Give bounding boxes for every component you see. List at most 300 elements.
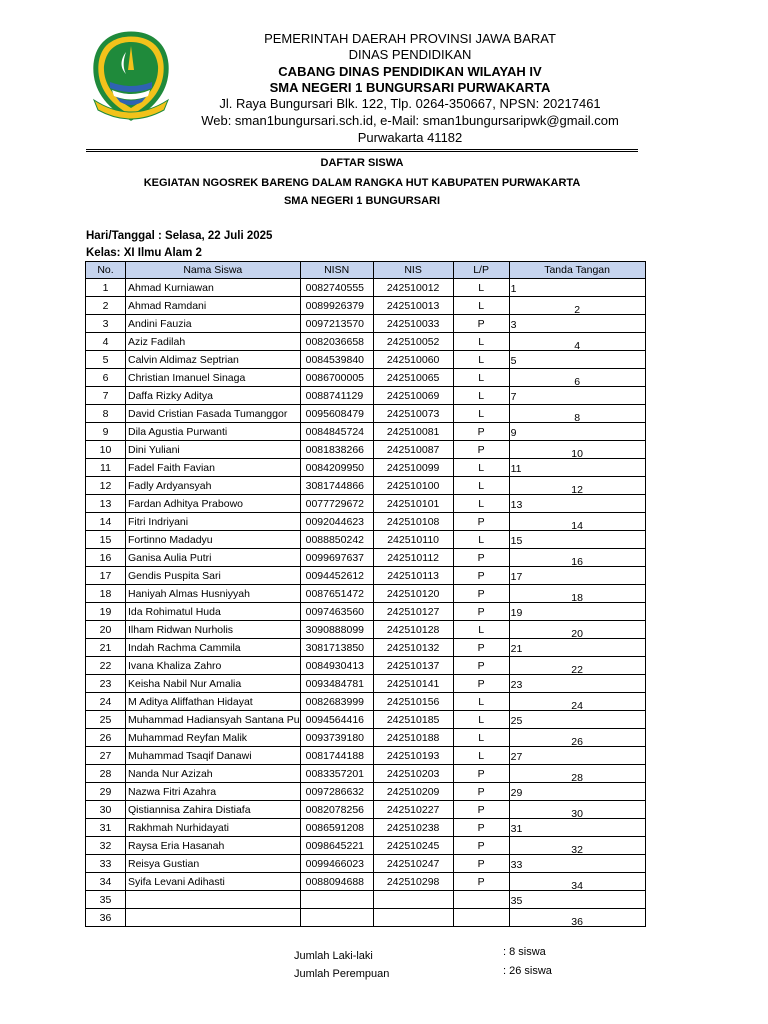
student-name: Nazwa Fitri Azahra xyxy=(126,783,301,801)
student-nisn: 0093484781 xyxy=(300,675,373,693)
student-nisn: 0097463560 xyxy=(300,603,373,621)
table-row xyxy=(86,513,646,531)
student-name: Ida Rohimatul Huda xyxy=(126,603,301,621)
student-name: Ahmad Kurniawan xyxy=(126,279,301,297)
student-gender: P xyxy=(453,819,509,837)
table-row xyxy=(86,711,646,729)
table-row xyxy=(86,603,646,621)
student-nis: 242510188 xyxy=(373,729,453,747)
signature-number: 27 xyxy=(510,751,523,763)
table-row xyxy=(86,297,646,315)
signature-cell[interactable] xyxy=(509,891,645,909)
letterhead-address: Jl. Raya Bungursari Blk. 122, Tlp. 0264-350667, NPSN: 20217461 xyxy=(219,96,601,111)
student-nisn: 0098645221 xyxy=(300,837,373,855)
row-number: 7 xyxy=(86,387,126,405)
letterhead-city: Purwakarta 41182 xyxy=(357,130,463,145)
row-number: 9 xyxy=(86,423,126,441)
table-row xyxy=(86,765,646,783)
row-number: 11 xyxy=(86,459,126,477)
signature-number: 6 xyxy=(574,376,581,387)
signature-number: 18 xyxy=(571,592,583,603)
student-name: Muhammad Tsaqif Danawi xyxy=(126,747,301,765)
student-name: Fitri Indriyani xyxy=(126,513,301,531)
student-gender: L xyxy=(453,351,509,369)
table-row xyxy=(86,657,646,675)
signature-number: 15 xyxy=(510,535,523,547)
student-nisn: 0082683999 xyxy=(300,693,373,711)
student-name: Fardan Adhitya Prabowo xyxy=(126,495,301,513)
signature-cell[interactable] xyxy=(509,765,645,783)
table-row xyxy=(86,621,646,639)
student-gender: L xyxy=(453,405,509,423)
row-number: 13 xyxy=(86,495,126,513)
signature-cell[interactable] xyxy=(509,369,645,387)
student-gender: P xyxy=(453,783,509,801)
signature-number: 9 xyxy=(510,427,517,439)
signature-number: 25 xyxy=(510,715,523,727)
student-nis: 242510127 xyxy=(373,603,453,621)
signature-number: 17 xyxy=(510,571,523,583)
student-nis: 242510073 xyxy=(373,405,453,423)
signature-cell[interactable] xyxy=(509,747,645,765)
signature-cell[interactable] xyxy=(509,567,645,585)
student-nisn: 0086591208 xyxy=(300,819,373,837)
student-nisn: 0094564416 xyxy=(300,711,373,729)
row-number: 30 xyxy=(86,801,126,819)
signature-number: 34 xyxy=(571,880,583,891)
student-name: David Cristian Fasada Tumanggor xyxy=(126,405,301,423)
student-nis: 242510013 xyxy=(373,297,453,315)
row-number: 21 xyxy=(86,639,126,657)
student-gender: L xyxy=(453,531,509,549)
signature-number: 19 xyxy=(510,607,523,619)
student-name: M Aditya Aliffathan Hidayat xyxy=(126,693,301,711)
student-name: Syifa Levani Adihasti xyxy=(126,873,301,891)
student-gender: P xyxy=(453,765,509,783)
student-nis: 242510141 xyxy=(373,675,453,693)
signature-number: 20 xyxy=(571,628,583,639)
signature-number: 28 xyxy=(571,772,583,783)
row-number: 15 xyxy=(86,531,126,549)
signature-cell[interactable] xyxy=(509,603,645,621)
student-gender: P xyxy=(453,639,509,657)
signature-number: 16 xyxy=(571,556,583,567)
letterhead-divider-thin xyxy=(86,151,638,152)
table-row xyxy=(86,873,646,891)
student-gender: L xyxy=(453,729,509,747)
student-nis: 242510099 xyxy=(373,459,453,477)
header-lp: L/P xyxy=(453,262,509,279)
student-nis: 242510209 xyxy=(373,783,453,801)
student-nisn: 3081713850 xyxy=(300,639,373,657)
row-number: 3 xyxy=(86,315,126,333)
student-name: Ilham Ridwan Nurholis xyxy=(126,621,301,639)
student-name: Ivana Khaliza Zahro xyxy=(126,657,301,675)
student-name: Nanda Nur Azizah xyxy=(126,765,301,783)
student-nisn: 0088741129 xyxy=(300,387,373,405)
student-nisn: 0087651472 xyxy=(300,585,373,603)
student-nis: 242510065 xyxy=(373,369,453,387)
school-title: SMA NEGERI 1 BUNGURSARI xyxy=(283,195,441,207)
student-nisn: 0097286632 xyxy=(300,783,373,801)
signature-cell[interactable] xyxy=(509,639,645,657)
student-nis: 242510120 xyxy=(373,585,453,603)
signature-cell[interactable] xyxy=(509,459,645,477)
student-nis: 242510101 xyxy=(373,495,453,513)
signature-cell[interactable] xyxy=(509,423,645,441)
table-row xyxy=(86,891,646,909)
table-row xyxy=(86,693,646,711)
row-number: 25 xyxy=(86,711,126,729)
table-row xyxy=(86,495,646,513)
letterhead-branch: CABANG DINAS PENDIDIKAN WILAYAH IV xyxy=(278,64,542,79)
student-gender xyxy=(453,891,509,909)
student-name: Fortinno Madadyu xyxy=(126,531,301,549)
student-name: Daffa Rizky Aditya xyxy=(126,387,301,405)
student-nisn: 0083357201 xyxy=(300,765,373,783)
student-nisn: 0088094688 xyxy=(300,873,373,891)
table-row xyxy=(86,477,646,495)
student-nis: 242510247 xyxy=(373,855,453,873)
signature-cell[interactable] xyxy=(509,405,645,423)
signature-number: 8 xyxy=(574,412,581,423)
row-number: 35 xyxy=(86,891,126,909)
student-gender: L xyxy=(453,297,509,315)
signature-number: 13 xyxy=(510,499,523,511)
student-gender: P xyxy=(453,603,509,621)
student-name: Ahmad Ramdani xyxy=(126,297,301,315)
student-nis: 242510087 xyxy=(373,441,453,459)
table-row xyxy=(86,585,646,603)
table-header-row xyxy=(86,262,646,279)
letterhead-government: PEMERINTAH DAERAH PROVINSI JAWA BARAT xyxy=(264,31,556,46)
student-nisn: 0092044623 xyxy=(300,513,373,531)
student-name: Reisya Gustian xyxy=(126,855,301,873)
student-nisn: 0084209950 xyxy=(300,459,373,477)
table-row xyxy=(86,567,646,585)
signature-cell[interactable] xyxy=(509,297,645,315)
signature-number: 26 xyxy=(571,736,583,747)
student-gender: P xyxy=(453,801,509,819)
student-nis: 242510238 xyxy=(373,819,453,837)
signature-number: 11 xyxy=(510,463,522,475)
signature-cell[interactable] xyxy=(509,387,645,405)
student-nisn: 0099697637 xyxy=(300,549,373,567)
row-number: 17 xyxy=(86,567,126,585)
student-nis: 242510100 xyxy=(373,477,453,495)
student-nis: 242510132 xyxy=(373,639,453,657)
row-number: 14 xyxy=(86,513,126,531)
student-nisn: 0099466023 xyxy=(300,855,373,873)
student-table xyxy=(85,261,646,927)
student-gender xyxy=(453,909,509,927)
student-nis: 242510012 xyxy=(373,279,453,297)
student-name xyxy=(126,909,301,927)
signature-cell[interactable] xyxy=(509,585,645,603)
table-row xyxy=(86,855,646,873)
row-number: 12 xyxy=(86,477,126,495)
class-label: Kelas: XI Ilmu Alam 2 xyxy=(86,247,202,259)
student-nis: 242510185 xyxy=(373,711,453,729)
signature-number: 31 xyxy=(510,823,523,835)
student-nisn: 0086700005 xyxy=(300,369,373,387)
student-nis: 242510112 xyxy=(373,549,453,567)
signature-number: 33 xyxy=(510,859,523,871)
table-row xyxy=(86,801,646,819)
row-number: 32 xyxy=(86,837,126,855)
student-gender: L xyxy=(453,693,509,711)
student-nis: 242510081 xyxy=(373,423,453,441)
signature-cell[interactable] xyxy=(509,711,645,729)
student-gender: L xyxy=(453,495,509,513)
student-name: Rakhmah Nurhidayati xyxy=(126,819,301,837)
table-row xyxy=(86,729,646,747)
student-nis: 242510156 xyxy=(373,693,453,711)
student-gender: L xyxy=(453,369,509,387)
row-number: 16 xyxy=(86,549,126,567)
table-row xyxy=(86,387,646,405)
signature-cell[interactable] xyxy=(509,873,645,891)
signature-cell[interactable] xyxy=(509,729,645,747)
student-name: Raysa Eria Hasanah xyxy=(126,837,301,855)
header-nis: NIS xyxy=(373,262,453,279)
student-name: Qistiannisa Zahira Distiafa xyxy=(126,801,301,819)
student-nisn: 0081744188 xyxy=(300,747,373,765)
row-number: 1 xyxy=(86,279,126,297)
female-count-label: Jumlah Perempuan xyxy=(294,968,390,980)
student-nisn: 0095608479 xyxy=(300,405,373,423)
student-nisn: 0084845724 xyxy=(300,423,373,441)
signature-cell[interactable] xyxy=(509,495,645,513)
signature-number: 14 xyxy=(571,520,583,531)
student-name xyxy=(126,891,301,909)
table-row xyxy=(86,405,646,423)
document-title: DAFTAR SISWA xyxy=(320,157,404,169)
signature-cell[interactable] xyxy=(509,441,645,459)
student-name: Dini Yuliani xyxy=(126,441,301,459)
student-nis: 242510069 xyxy=(373,387,453,405)
student-name: Ganisa Aulia Putri xyxy=(126,549,301,567)
student-gender: P xyxy=(453,423,509,441)
student-nisn: 3090888099 xyxy=(300,621,373,639)
student-nisn: 0081838266 xyxy=(300,441,373,459)
student-nis: 242510110 xyxy=(373,531,453,549)
table-row xyxy=(86,369,646,387)
student-gender: P xyxy=(453,675,509,693)
student-name: Christian Imanuel Sinaga xyxy=(126,369,301,387)
letterhead-divider xyxy=(86,149,638,150)
header-signature: Tanda Tangan xyxy=(509,262,645,279)
school-logo xyxy=(90,30,172,122)
row-number: 34 xyxy=(86,873,126,891)
row-number: 26 xyxy=(86,729,126,747)
row-number: 4 xyxy=(86,333,126,351)
signature-cell[interactable] xyxy=(509,333,645,351)
student-gender: L xyxy=(453,279,509,297)
student-nis: 242510193 xyxy=(373,747,453,765)
signature-cell[interactable] xyxy=(509,621,645,639)
student-nisn: 0084930413 xyxy=(300,657,373,675)
student-name: Aziz Fadilah xyxy=(126,333,301,351)
signature-number: 12 xyxy=(571,484,583,495)
row-number: 22 xyxy=(86,657,126,675)
student-nis: 242510298 xyxy=(373,873,453,891)
letterhead-web: Web: sman1bungursari.sch.id, e-Mail: sman1bungursaripwk@gmail.com xyxy=(201,113,619,128)
student-gender: L xyxy=(453,333,509,351)
male-count-label: Jumlah Laki-laki xyxy=(294,950,373,962)
table-row xyxy=(86,819,646,837)
signature-number: 7 xyxy=(510,391,517,403)
row-number: 8 xyxy=(86,405,126,423)
signature-cell[interactable] xyxy=(509,477,645,495)
row-number: 2 xyxy=(86,297,126,315)
student-name: Dila Agustia Purwanti xyxy=(126,423,301,441)
student-gender: P xyxy=(453,315,509,333)
student-nis: 242510108 xyxy=(373,513,453,531)
student-name: Fadly Ardyansyah xyxy=(126,477,301,495)
student-gender: P xyxy=(453,855,509,873)
student-gender: L xyxy=(453,387,509,405)
student-gender: P xyxy=(453,549,509,567)
signature-number: 35 xyxy=(510,895,523,907)
row-number: 29 xyxy=(86,783,126,801)
signature-cell[interactable] xyxy=(509,819,645,837)
student-nisn: 0082740555 xyxy=(300,279,373,297)
student-nis: 242510060 xyxy=(373,351,453,369)
table-row xyxy=(86,675,646,693)
student-name: Muhammad Reyfan Malik xyxy=(126,729,301,747)
table-row xyxy=(86,459,646,477)
signature-number: 10 xyxy=(571,448,583,459)
student-nisn: 0093739180 xyxy=(300,729,373,747)
signature-number: 36 xyxy=(571,916,583,927)
signature-cell[interactable] xyxy=(509,531,645,549)
signature-number: 2 xyxy=(574,304,581,315)
student-nisn xyxy=(300,891,373,909)
row-number: 24 xyxy=(86,693,126,711)
table-body xyxy=(86,279,646,927)
signature-cell[interactable] xyxy=(509,693,645,711)
row-number: 28 xyxy=(86,765,126,783)
letterhead-school: SMA NEGERI 1 BUNGURSARI PURWAKARTA xyxy=(269,80,551,95)
table-row xyxy=(86,315,646,333)
male-count-value: : 8 siswa xyxy=(503,946,546,958)
row-number: 19 xyxy=(86,603,126,621)
table-row xyxy=(86,333,646,351)
signature-number: 22 xyxy=(571,664,583,675)
student-nisn: 0097213570 xyxy=(300,315,373,333)
signature-cell[interactable] xyxy=(509,855,645,873)
table-row xyxy=(86,441,646,459)
student-nisn xyxy=(300,909,373,927)
row-number: 23 xyxy=(86,675,126,693)
student-nisn: 0088850242 xyxy=(300,531,373,549)
student-nis: 242510137 xyxy=(373,657,453,675)
signature-cell[interactable] xyxy=(509,315,645,333)
table-row xyxy=(86,351,646,369)
header-no: No. xyxy=(86,262,126,279)
date-label: Hari/Tanggal : Selasa, 22 Juli 2025 xyxy=(86,230,273,242)
student-name: Keisha Nabil Nur Amalia xyxy=(126,675,301,693)
signature-cell[interactable] xyxy=(509,675,645,693)
event-title: KEGIATAN NGOSREK BARENG DALAM RANGKA HUT KABUPATEN PURWAKARTA xyxy=(143,177,581,189)
student-nis: 242510245 xyxy=(373,837,453,855)
row-number: 20 xyxy=(86,621,126,639)
signature-cell[interactable] xyxy=(509,909,645,927)
student-nisn: 0082078256 xyxy=(300,801,373,819)
header-name: Nama Siswa xyxy=(126,262,301,279)
student-name: Fadel Faith Favian xyxy=(126,459,301,477)
signature-number: 24 xyxy=(571,700,583,711)
student-nis: 242510203 xyxy=(373,765,453,783)
student-gender: P xyxy=(453,873,509,891)
row-number: 36 xyxy=(86,909,126,927)
signature-number: 3 xyxy=(510,319,517,331)
student-name: Haniyah Almas Husniyyah xyxy=(126,585,301,603)
student-nis: 242510128 xyxy=(373,621,453,639)
signature-cell[interactable] xyxy=(509,657,645,675)
table-row xyxy=(86,783,646,801)
table-row xyxy=(86,747,646,765)
student-nis: 242510033 xyxy=(373,315,453,333)
table-row xyxy=(86,909,646,927)
student-nis: 242510113 xyxy=(373,567,453,585)
student-nisn: 0089926379 xyxy=(300,297,373,315)
signature-cell[interactable] xyxy=(509,351,645,369)
student-nis xyxy=(373,909,453,927)
signature-number: 5 xyxy=(510,355,517,367)
signature-number: 21 xyxy=(510,643,523,655)
student-nisn: 0077729672 xyxy=(300,495,373,513)
student-gender: P xyxy=(453,585,509,603)
row-number: 10 xyxy=(86,441,126,459)
student-gender: P xyxy=(453,567,509,585)
row-number: 31 xyxy=(86,819,126,837)
student-nisn: 0084539840 xyxy=(300,351,373,369)
signature-number: 29 xyxy=(510,787,523,799)
row-number: 33 xyxy=(86,855,126,873)
signature-number: 32 xyxy=(571,844,583,855)
table-row xyxy=(86,423,646,441)
table-row xyxy=(86,549,646,567)
student-gender: L xyxy=(453,477,509,495)
table-row xyxy=(86,837,646,855)
student-name: Indah Rachma Cammila xyxy=(126,639,301,657)
row-number: 27 xyxy=(86,747,126,765)
row-number: 6 xyxy=(86,369,126,387)
student-nis: 242510052 xyxy=(373,333,453,351)
signature-cell[interactable] xyxy=(509,837,645,855)
signature-cell[interactable] xyxy=(509,801,645,819)
signature-cell[interactable] xyxy=(509,549,645,567)
signature-cell[interactable] xyxy=(509,279,645,297)
student-gender: L xyxy=(453,621,509,639)
table-row xyxy=(86,531,646,549)
header-nisn: NISN xyxy=(300,262,373,279)
signature-number: 4 xyxy=(574,340,581,351)
student-nisn: 3081744866 xyxy=(300,477,373,495)
signature-cell[interactable] xyxy=(509,513,645,531)
student-nis: 242510227 xyxy=(373,801,453,819)
female-count-value: : 26 siswa xyxy=(503,965,552,977)
row-number: 5 xyxy=(86,351,126,369)
signature-cell[interactable] xyxy=(509,783,645,801)
student-name: Andini Fauzia xyxy=(126,315,301,333)
student-gender: P xyxy=(453,513,509,531)
student-gender: L xyxy=(453,459,509,477)
table-row xyxy=(86,639,646,657)
student-gender: P xyxy=(453,657,509,675)
